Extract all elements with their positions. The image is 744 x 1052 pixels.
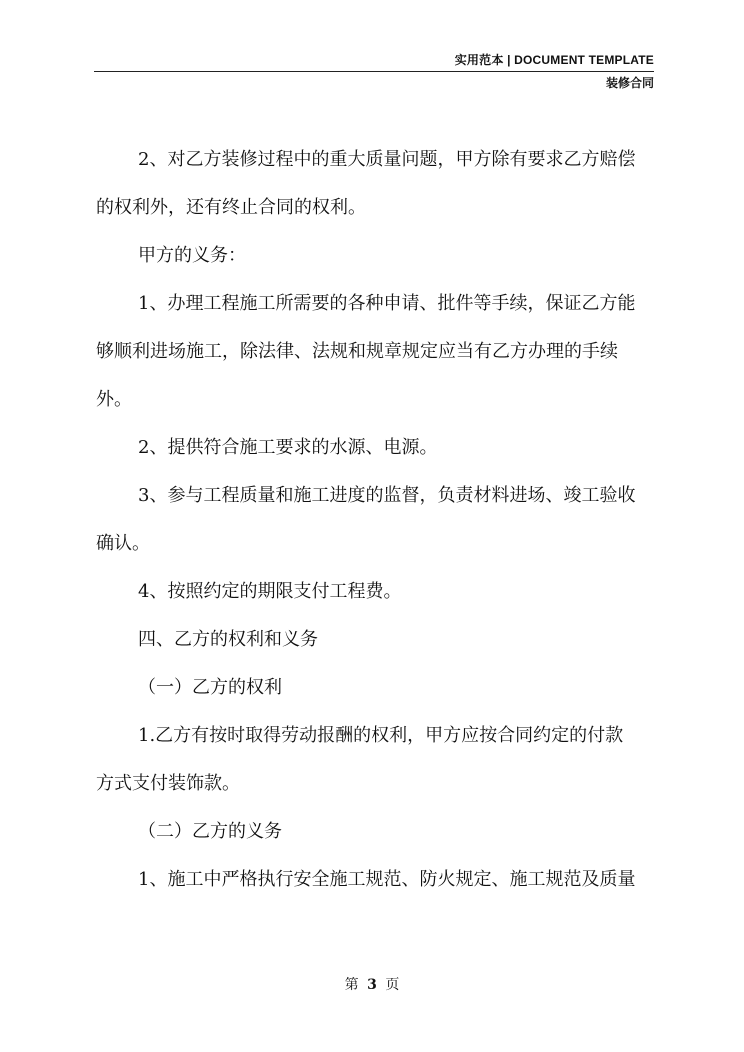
paragraph-line: 方式支付装饰款。: [96, 773, 240, 794]
paragraph-line: 1、办理工程施工所需要的各种申请、批件等手续，保证乙方能: [138, 293, 636, 314]
paragraph-line: 的权利外，还有终止合同的权利。: [96, 197, 366, 218]
page-header: [94, 52, 654, 91]
document-body: [96, 136, 656, 904]
section-heading: 四、乙方的权利和义务: [138, 629, 318, 650]
header-divider: [94, 71, 654, 72]
paragraph-line: 够顺利进场施工，除法律、法规和规章规定应当有乙方办理的手续: [96, 341, 618, 362]
paragraph-line: 外。: [96, 389, 132, 410]
paragraph-line: 3、参与工程质量和施工进度的监督，负责材料进场、竣工验收: [138, 485, 636, 506]
paragraph-line: 2、提供符合施工要求的水源、电源。: [138, 437, 438, 458]
header-title: 实用范本 | DOCUMENT TEMPLATE: [454, 53, 654, 67]
page-number: 3: [367, 977, 377, 993]
paragraph-line: 1.乙方有按时取得劳动报酬的权利，甲方应按合同约定的付款: [138, 725, 624, 746]
page-prefix: 第: [344, 977, 359, 993]
page-suffix: 页: [385, 977, 400, 993]
header-subtitle: 装修合同: [605, 76, 654, 90]
paragraph-line: 1、施工中严格执行安全施工规范、防火规定、施工规范及质量: [138, 869, 636, 890]
subsection-heading: （二）乙方的义务: [138, 821, 282, 842]
paragraph-line: 4、按照约定的期限支付工程费。: [138, 581, 402, 602]
section-heading: 甲方的义务：: [138, 245, 246, 266]
paragraph-line: 确认。: [96, 533, 150, 554]
page-footer: [0, 974, 744, 994]
subsection-heading: （一）乙方的权利: [138, 677, 282, 698]
paragraph-line: 2、对乙方装修过程中的重大质量问题，甲方除有要求乙方赔偿: [138, 149, 636, 170]
